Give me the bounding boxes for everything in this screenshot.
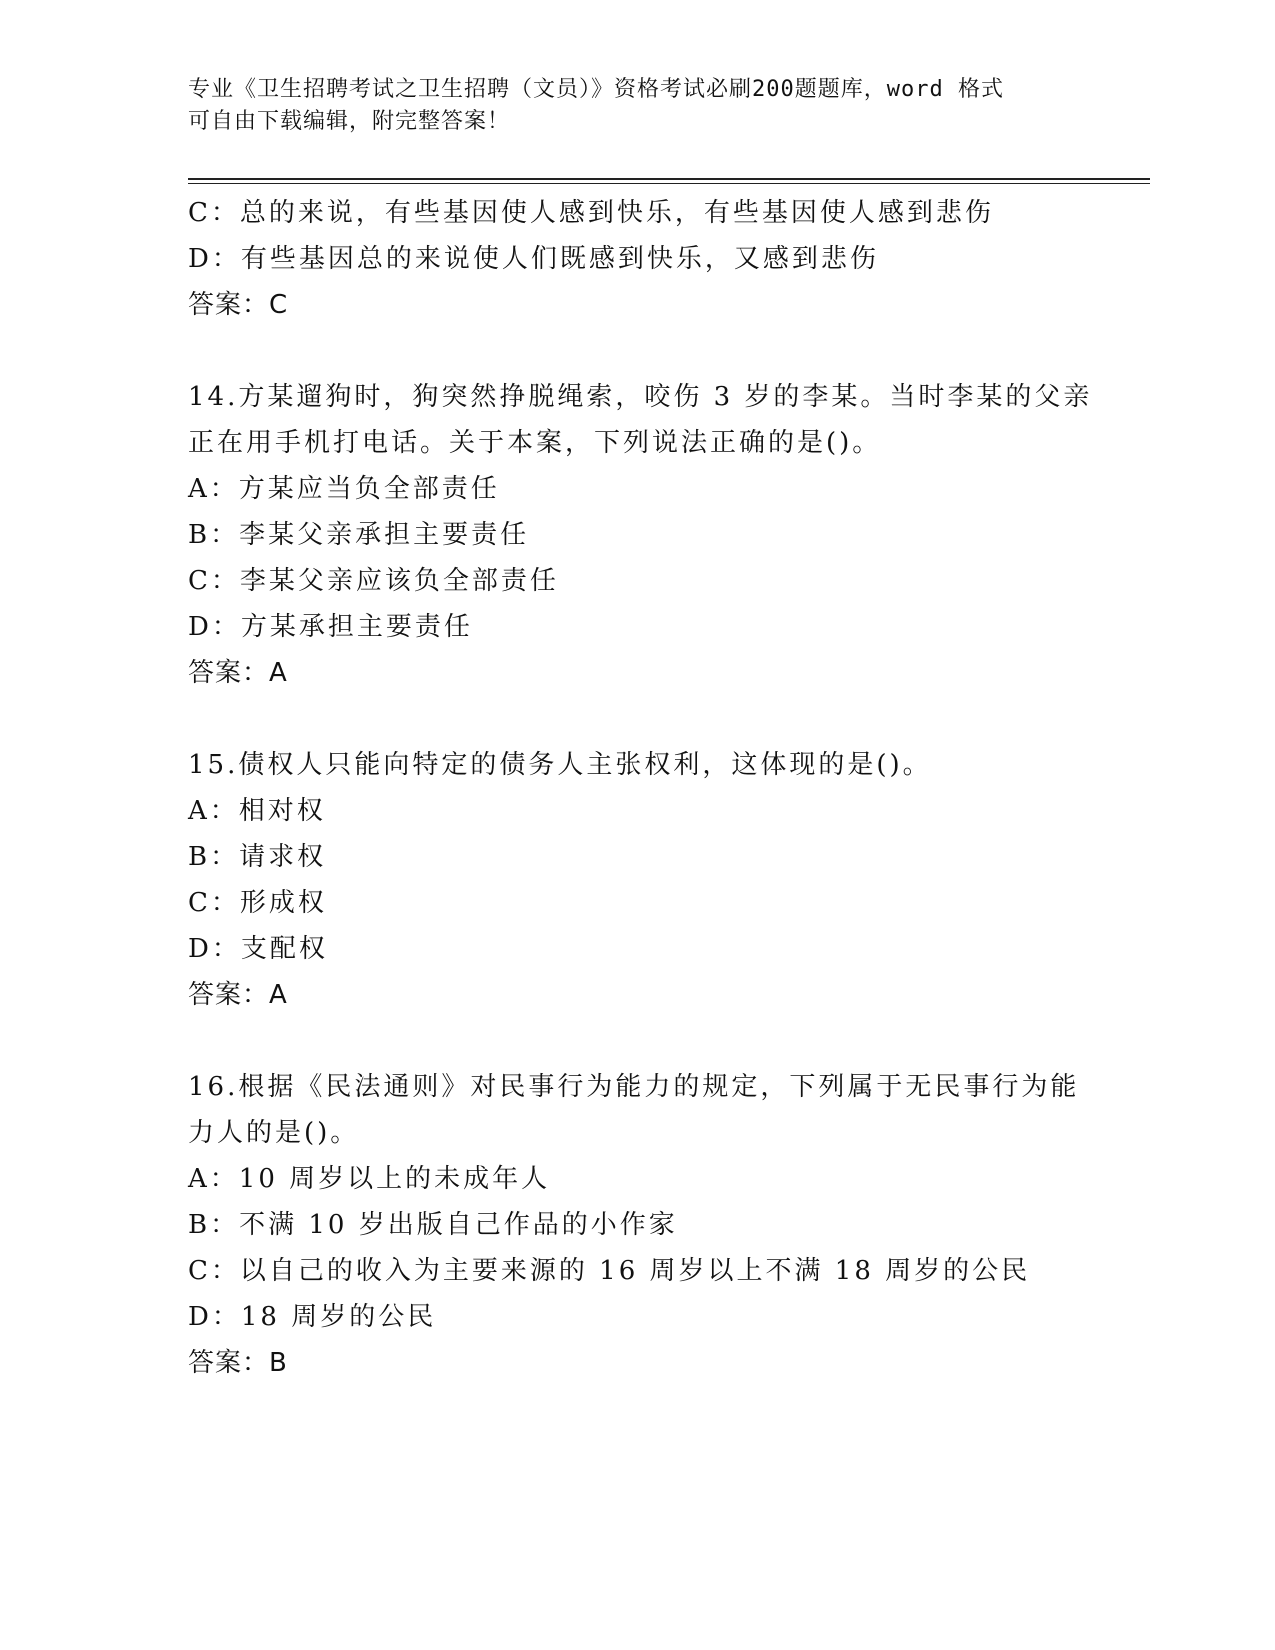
header-divider-thin [188, 183, 1150, 184]
header-line-2: 可自由下载编辑，附完整答案！ [188, 109, 511, 134]
option-c: C：形成权 [188, 888, 327, 918]
option-a: A：10 周岁以上的未成年人 [188, 1164, 551, 1194]
carryover-block [188, 190, 1088, 328]
question-15 [188, 742, 1088, 1018]
question-14 [188, 374, 1093, 696]
answer-line: 答案：B [188, 1348, 288, 1378]
answer-line: 答案：A [188, 658, 288, 688]
option-a: A：方某应当负全部责任 [188, 474, 500, 504]
option-c: C：总的来说，有些基因使人感到快乐，有些基因使人感到悲伤 [188, 198, 994, 228]
header-line-1: 专业《卫生招聘考试之卫生招聘（文员）》资格考试必刷200题题库，word 格式 [188, 77, 1004, 102]
question-16 [188, 1064, 1088, 1386]
question-stem-line: 力人的是()。 [188, 1118, 360, 1148]
option-a: A：相对权 [188, 796, 326, 826]
question-stem-line: 16.根据《民法通则》对民事行为能力的规定，下列属于无民事行为能 [188, 1072, 1080, 1102]
header-divider-thick [188, 178, 1150, 180]
question-stem-line: 正在用手机打电话。关于本案，下列说法正确的是()。 [188, 428, 882, 458]
question-stem-line: 14.方某遛狗时，狗突然挣脱绳索，咬伤 3 岁的李某。当时李某的父亲 [188, 382, 1093, 412]
option-d: D：支配权 [188, 934, 328, 964]
question-list [188, 190, 1093, 1386]
question-stem-line: 15.债权人只能向特定的债务人主张权利，这体现的是()。 [188, 750, 932, 780]
answer-line: 答案：A [188, 980, 288, 1010]
option-d: D：有些基因总的来说使人们既感到快乐，又感到悲伤 [188, 244, 879, 274]
answer-line: 答案：C [188, 290, 289, 320]
document-header [188, 74, 1068, 138]
option-c: C：李某父亲应该负全部责任 [188, 566, 559, 596]
option-b: B：不满 10 岁出版自己作品的小作家 [188, 1210, 678, 1240]
option-d: D：方某承担主要责任 [188, 612, 473, 642]
option-d: D：18 周岁的公民 [188, 1302, 437, 1332]
option-c: C：以自己的收入为主要来源的 16 周岁以上不满 18 周岁的公民 [188, 1256, 1031, 1286]
option-b: B：李某父亲承担主要责任 [188, 520, 530, 550]
option-b: B：请求权 [188, 842, 327, 872]
